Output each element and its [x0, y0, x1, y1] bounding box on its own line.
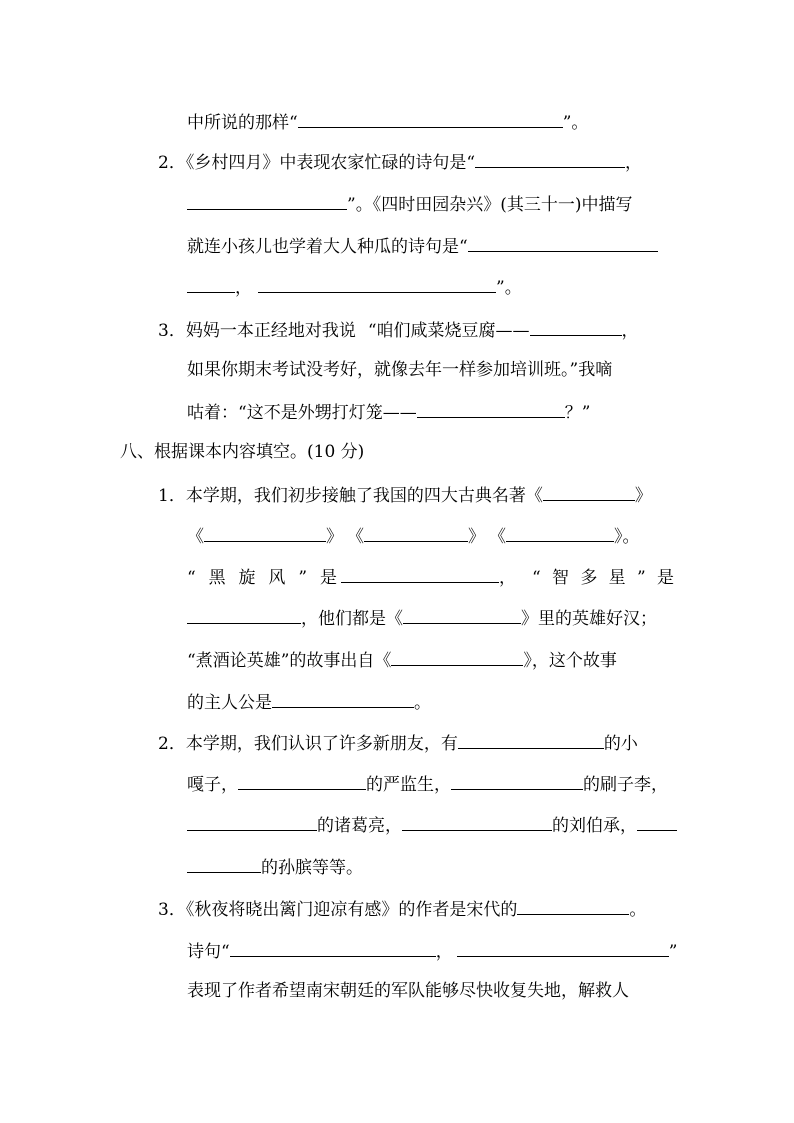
char: ” [298, 568, 308, 588]
char: 是 [656, 568, 674, 588]
answer-blank[interactable] [298, 110, 563, 128]
s8-question-3-line-1 [158, 897, 646, 919]
char: 多 [580, 568, 598, 588]
text: 诗句“ [187, 942, 230, 962]
text: 。 [629, 900, 647, 920]
s8-question-2-line-3 [187, 813, 677, 835]
question-2-line-1 [158, 150, 642, 172]
s8-question-2-line-4 [187, 855, 363, 877]
answer-blank[interactable] [272, 690, 414, 708]
text: ， [499, 568, 516, 588]
text: 。 [414, 693, 431, 713]
text: ”。 [562, 113, 589, 133]
answer-blank[interactable] [457, 939, 669, 957]
answer-blank[interactable] [187, 813, 317, 831]
char: 旋 [238, 568, 256, 588]
char: 是 [319, 568, 337, 588]
question-number: 2． [158, 734, 186, 754]
text: 《 [489, 527, 506, 547]
question-2-line-3 [187, 234, 658, 256]
answer-blank[interactable] [451, 772, 583, 790]
answer-blank[interactable] [417, 400, 565, 418]
text: 就连小孩儿也学着大人种瓜的诗句是“ [187, 237, 468, 257]
answer-blank[interactable] [187, 192, 347, 210]
text: ， [625, 153, 643, 173]
text: ， [435, 942, 453, 962]
char: 黑 [208, 568, 226, 588]
text: ？” [564, 403, 591, 423]
s8-question-1-line-5 [187, 648, 617, 670]
text: 嘎子， [187, 775, 238, 795]
text: 咕着：“这不是外甥打灯笼—— [187, 403, 417, 423]
s8-question-1-line-1 [158, 483, 652, 505]
char: 智 [552, 568, 570, 588]
text: 。 [622, 527, 640, 547]
text: 《 [347, 527, 364, 547]
answer-blank[interactable] [530, 318, 622, 336]
text: 表现了作者希望南宋朝廷的军队能够尽快收复失地，解救人 [187, 981, 629, 1001]
text: “咱们咸菜烧豆腐—— [367, 321, 530, 341]
answer-blank[interactable] [475, 150, 625, 168]
answer-blank[interactable] [187, 855, 261, 873]
text: 中所说的那样“ [187, 113, 298, 133]
text: 《乡村四月》中表现农家忙碌的诗句是“ [185, 153, 476, 173]
char: 风 [268, 568, 286, 588]
text: 的孙膑等等。 [261, 858, 363, 878]
answer-blank[interactable] [458, 731, 604, 749]
text: 的严监生， [366, 775, 451, 795]
answer-blank[interactable] [506, 524, 614, 542]
text: ” [668, 942, 678, 962]
text: 》 [468, 527, 485, 547]
text: 妈妈一本正经地对我说 [185, 321, 356, 341]
s8-question-2-line-1 [158, 731, 638, 753]
text: ”。《四时田园杂兴》(其三十一)中描写 [347, 195, 633, 215]
answer-blank[interactable] [391, 648, 523, 666]
char: “ [187, 568, 196, 588]
answer-blank[interactable] [204, 524, 326, 542]
text: ， [621, 321, 639, 341]
char: 星 [608, 568, 626, 588]
text: 《 [187, 527, 204, 547]
char: ” [636, 568, 646, 588]
answer-blank[interactable] [543, 483, 635, 501]
text: 《秋夜将晓出篱门迎凉有感》的作者是宋代的 [185, 900, 518, 920]
text: 的刘伯承， [552, 816, 637, 836]
s8-question-3-line-3 [187, 980, 629, 1002]
question-number: 3． [158, 900, 186, 920]
answer-blank[interactable] [258, 275, 496, 293]
answer-blank[interactable] [637, 813, 677, 831]
text: 》里的英雄好汉； [521, 609, 657, 629]
question-3-line-3 [187, 400, 590, 422]
answer-blank[interactable] [341, 565, 499, 583]
text: 的诸葛亮， [317, 816, 402, 836]
question-2-line-2 [187, 192, 632, 214]
s8-question-2-line-2 [187, 772, 668, 794]
s8-question-1-line-2 [187, 524, 640, 546]
text: 本学期，我们认识了许多新朋友，有 [185, 734, 458, 754]
text: 》 [634, 486, 652, 506]
question-3-line-1 [158, 318, 639, 340]
answer-blank[interactable] [187, 275, 235, 293]
text: 》，这个故事 [523, 651, 617, 671]
answer-blank[interactable] [517, 897, 629, 915]
answer-blank[interactable] [364, 524, 468, 542]
s8-question-1-line-3 [187, 565, 674, 587]
answer-blank[interactable] [402, 813, 552, 831]
text: 如果你期末考试没考好，就像去年一样参加培训班。”我嘀 [187, 360, 613, 380]
question-number: 1． [158, 486, 186, 506]
text: “煮酒论英雄”的故事出自《 [187, 651, 392, 671]
text: ，他们都是《 [301, 609, 403, 629]
s8-question-3-line-2 [187, 939, 677, 961]
text: ”。 [496, 278, 522, 298]
question-2-line-4 [187, 275, 522, 297]
answer-blank[interactable] [238, 772, 366, 790]
answer-blank[interactable] [230, 939, 436, 957]
question-number: 2． [158, 153, 186, 173]
text: 的刷子李， [583, 775, 668, 795]
heading-text: 八、根据课本内容填空。(10 分) [120, 442, 365, 462]
text: ， [235, 278, 252, 298]
section-heading [120, 441, 364, 463]
prev-item-line [187, 110, 588, 132]
s8-question-1-line-4 [187, 606, 657, 628]
text: 本学期，我们初步接触了我国的四大古典名著《 [185, 486, 543, 506]
text: 的小 [603, 734, 638, 754]
s8-question-1-line-6 [187, 690, 431, 712]
text: 》 [614, 527, 623, 547]
text: 》 [326, 527, 343, 547]
answer-blank[interactable] [187, 606, 301, 624]
text: 的主人公是 [187, 693, 272, 713]
question-3-line-2 [187, 359, 612, 381]
char: “ [532, 568, 541, 588]
question-number: 3． [158, 321, 186, 341]
answer-blank[interactable] [468, 234, 658, 252]
answer-blank[interactable] [403, 606, 521, 624]
